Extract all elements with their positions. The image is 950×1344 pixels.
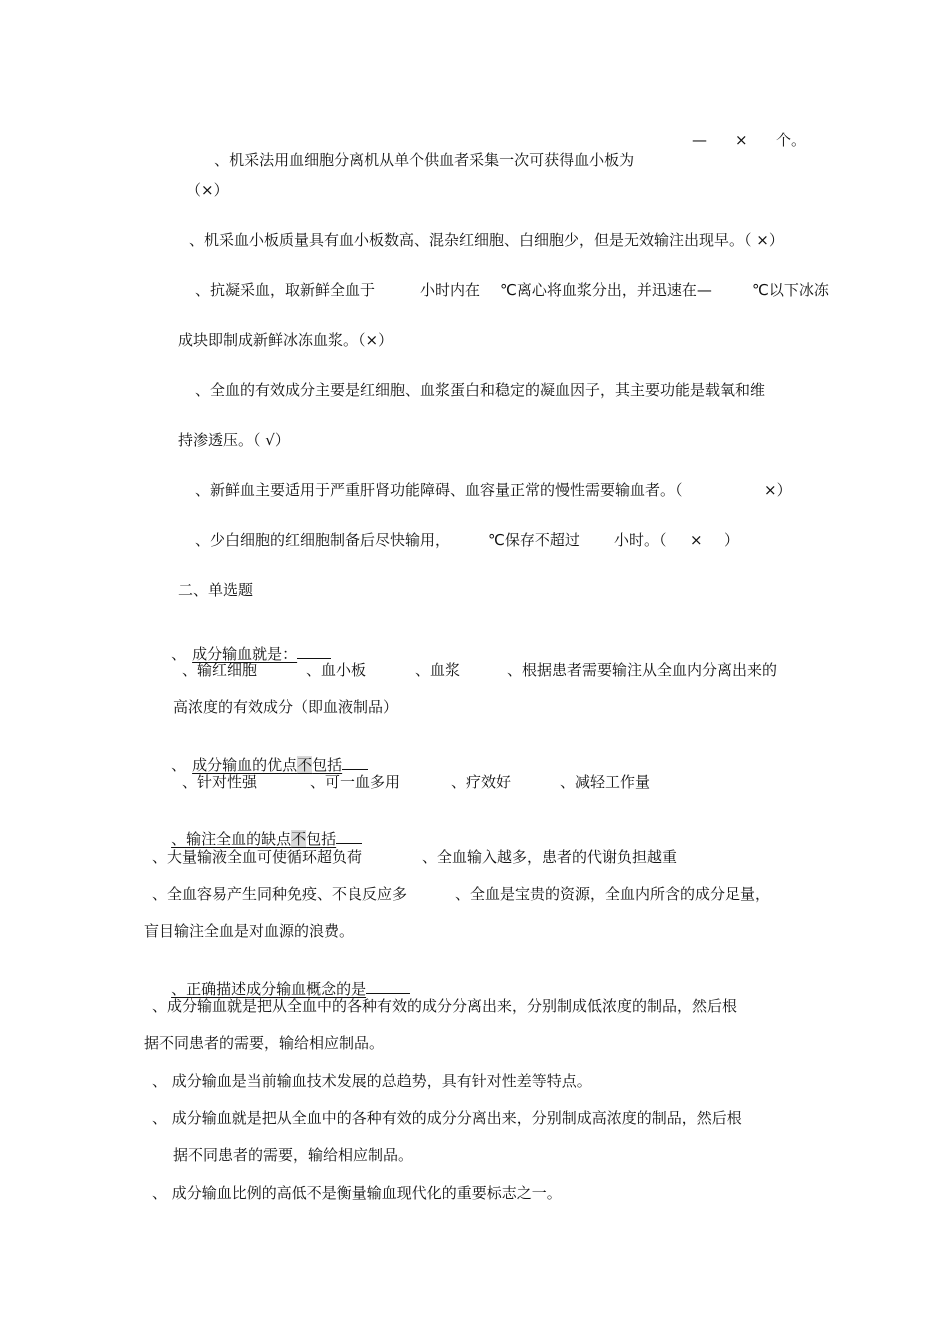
tf-item-1-times: × [735, 131, 748, 149]
q3-option-d: 、全血是宝贵的资源，全血内所含的成分足量， [455, 885, 771, 903]
q2-prefix: 、 [171, 756, 187, 774]
tf-item-3-part-d: ℃以下冰冻 [752, 281, 829, 299]
tf-item-6-times: × [690, 531, 703, 549]
q4-answer-blank [366, 979, 410, 994]
q1-option-c: 、血浆 [415, 661, 461, 679]
tf-item-3-cont: 成块即制成新鲜冰冻血浆。（×） [178, 331, 394, 349]
q4-stem: 、正确描述成分输血概念的是 [171, 980, 367, 998]
q3-stem-a: 、输注全血的缺点 [171, 830, 292, 848]
tf-item-3-part-a: 、抗凝采血，取新鲜全血于 [195, 281, 376, 299]
q3-option-c: 、全血容易产生同种免疫、不良反应多 [152, 885, 408, 903]
tf-item-5-answer: ×） [764, 481, 792, 499]
q2-stem-a: 成分输血的优点 [192, 756, 298, 774]
q4-option-b: 、 成分输血是当前输血技术发展的总趋势，具有针对性差等特点。 [152, 1072, 592, 1090]
tf-item-4-cont: 持渗透压。（ √） [178, 431, 290, 449]
tf-item-6-part-b: ℃保存不超过 [488, 531, 580, 549]
tf-item-5: 、新鲜血主要适用于严重肝肾功能障碍、血容量正常的慢性需要输血者。（ [195, 481, 683, 499]
tf-item-1-dash: — [692, 131, 707, 149]
section-title: 二、单选题 [178, 581, 254, 599]
q3-stem-highlight: 不 [291, 830, 307, 848]
tf-item-1-unit: 个。 [776, 131, 807, 149]
q2-option-b: 、可一血多用 [310, 773, 401, 791]
q1-option-d-cont: 高浓度的有效成分（即血液制品） [173, 698, 399, 716]
tf-item-6-part-a: 、少白细胞的红细胞制备后尽快输用， [195, 531, 451, 549]
tf-item-1 [195, 130, 634, 190]
q1-option-d: 、根据患者需要输注从全血内分离出来的 [507, 661, 778, 679]
q3-answer-blank [336, 829, 362, 844]
q1-option-a: 、输红细胞 [182, 661, 258, 679]
q1-prefix: 、 [171, 645, 187, 663]
q4-option-c: 、 成分输血就是把从全血中的各种有效的成分分离出来，分别制成高浓度的制品，然后根 [152, 1109, 742, 1127]
q1-stem: 成分输血就是： [192, 645, 298, 663]
q3-stem [171, 830, 336, 848]
q3-option-d-cont: 盲目输注全血是对血源的浪费。 [144, 922, 355, 940]
q4-option-c-cont: 据不同患者的需要，输给相应制品。 [173, 1146, 414, 1164]
tf-item-4: 、全血的有效成分主要是红细胞、血浆蛋白和稳定的凝血因子，其主要功能是载氧和维 [195, 381, 766, 399]
q2-option-d: 、减轻工作量 [560, 773, 651, 791]
q2-answer-blank [342, 755, 368, 770]
q1-answer-blank [297, 644, 331, 659]
q2-option-c: 、疗效好 [451, 773, 512, 791]
tf-item-2: 、机采血小板质量具有血小板数高、混杂红细胞、白细胞少，但是无效输注出现早。（ ×） [189, 231, 784, 249]
q3-stem-b: 包括 [306, 830, 337, 848]
tf-item-1-text: 、机采法用血细胞分离机从单个供血者采集一次可获得血小板为 [214, 151, 635, 169]
q2-option-a: 、针对性强 [182, 773, 258, 791]
q3-option-a: 、大量输液全血可使循环超负荷 [152, 848, 363, 866]
q3-option-b: 、全血输入越多，患者的代谢负担越重 [422, 848, 678, 866]
q4-option-a: 、成分输血就是把从全血中的各种有效的成分分离出来，分别制成低浓度的制品，然后根 [152, 997, 738, 1015]
tf-item-3-part-c: ℃离心将血浆分出，并迅速在— [500, 281, 712, 299]
tf-item-6-close: ） [724, 531, 740, 549]
tf-item-1-answer: （×） [186, 181, 229, 199]
tf-item-6-part-c: 小时。（ [614, 531, 667, 549]
q4-option-a-cont: 据不同患者的需要，输给相应制品。 [144, 1034, 385, 1052]
tf-item-3-part-b: 小时内在 [420, 281, 481, 299]
q1-option-b: 、血小板 [306, 661, 367, 679]
q4-option-d: 、 成分输血比例的高低不是衡量输血现代化的重要标志之一。 [152, 1184, 562, 1202]
q2-stem-highlight: 不 [297, 756, 313, 774]
q2-stem-b: 包括 [312, 756, 343, 774]
